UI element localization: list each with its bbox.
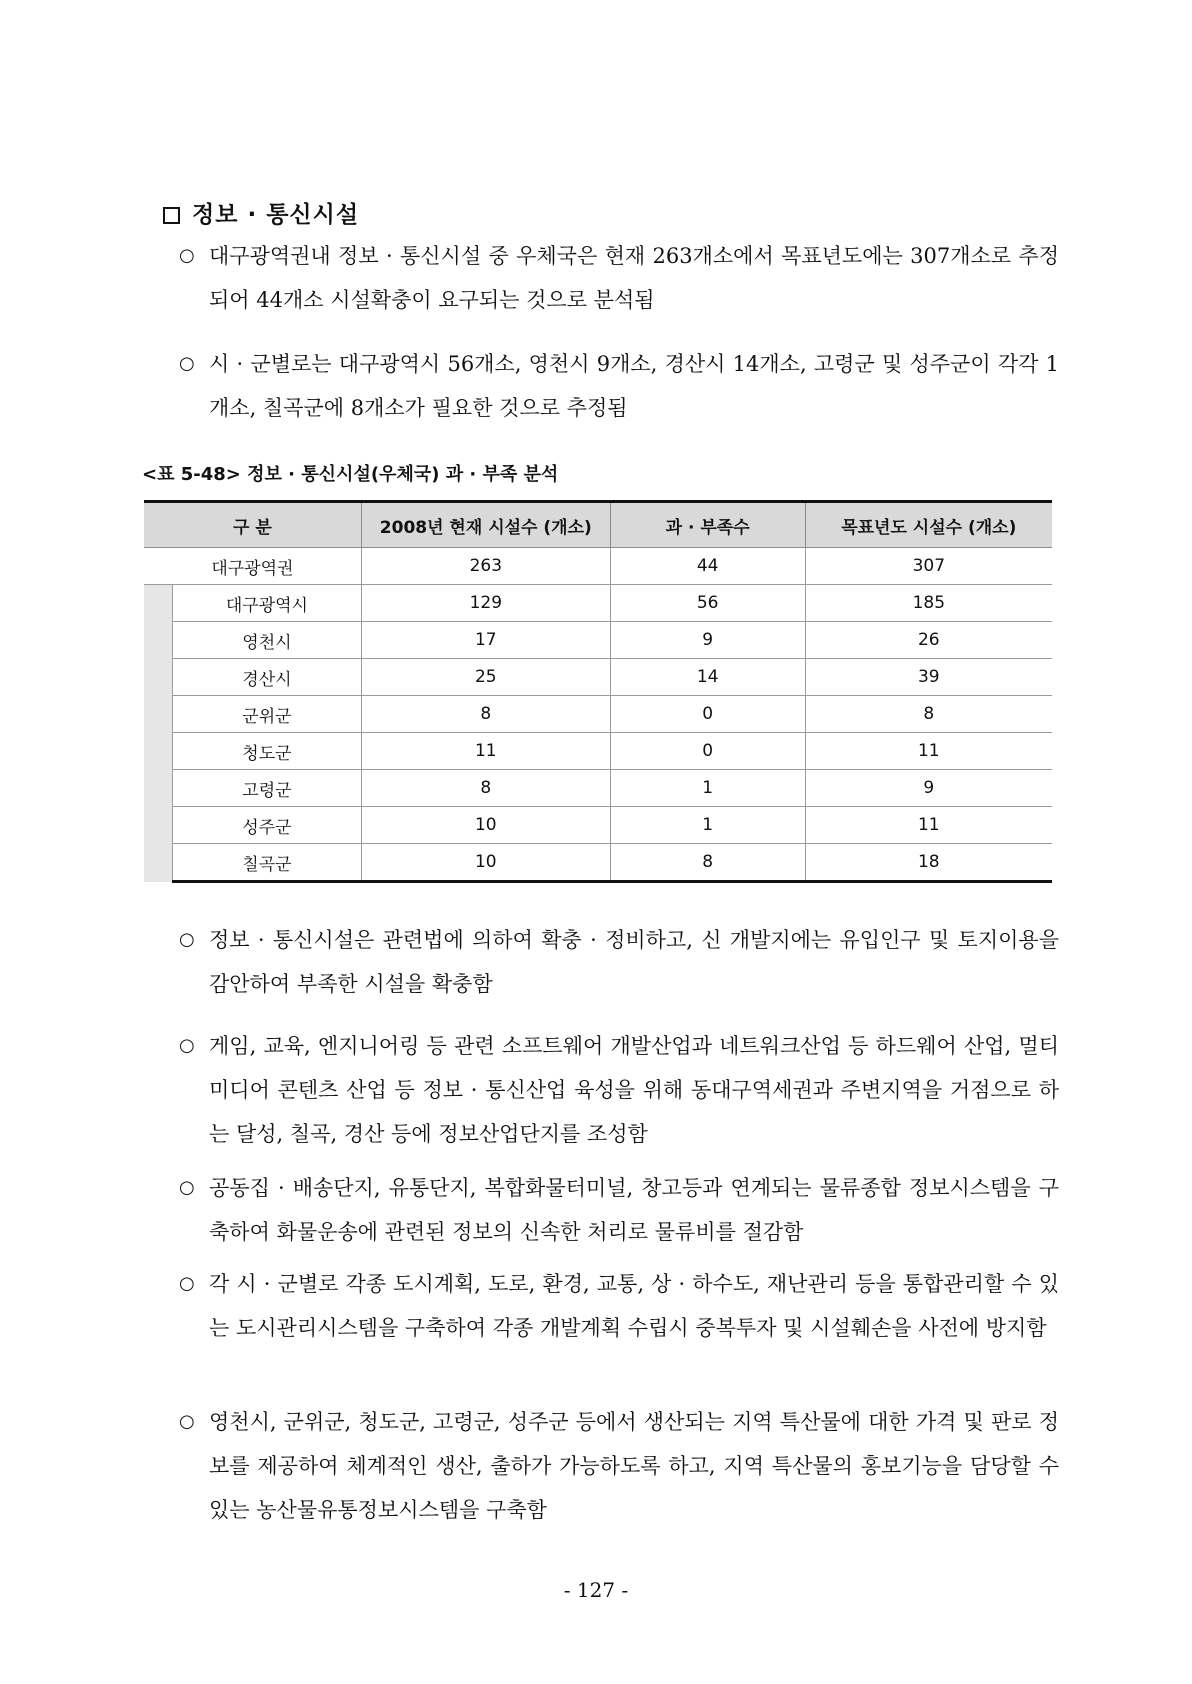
cell-current: 129 [361,585,610,622]
cell-target: 307 [805,548,1052,585]
cell-current: 25 [361,659,610,696]
cell-current: 8 [361,696,610,733]
cell-target: 185 [805,585,1052,622]
facility-table [144,500,1052,883]
detail-bullet-2 [179,1024,1059,1156]
cell-region: 고령군 [172,770,361,807]
detail-bullet-4 [179,1262,1059,1350]
cell-current: 10 [361,807,610,844]
table-row [144,622,1052,659]
cell-diff: 0 [610,733,805,770]
bullet-circle-icon: ○ [179,1035,195,1056]
cell-target: 18 [805,844,1052,882]
header-target-count: 목표년도 시설수 (개소) [805,502,1052,548]
cell-diff: 1 [610,807,805,844]
cell-target: 11 [805,733,1052,770]
intro-bullet-text: 시 · 군별로는 대구광역시 56개소, 영천시 9개소, 경산시 14개소, 고령군 및 성주군이 각각 1개소, 칠곡군에 8개소가 필요한 것으로 추정됨 [209,352,1059,420]
cell-region: 칠곡군 [172,844,361,882]
bullet-circle-icon: ○ [179,1273,195,1294]
table-row [144,770,1052,807]
table-row [144,733,1052,770]
cell-current: 17 [361,622,610,659]
cell-current: 11 [361,733,610,770]
detail-bullet-1 [179,918,1059,1006]
page-number: - 127 - [563,1578,629,1602]
cell-region: 경산시 [172,659,361,696]
cell-target: 26 [805,622,1052,659]
section-heading [163,196,359,229]
indent-spacer [144,585,172,882]
header-category: 구 분 [144,502,361,548]
intro-bullet-2 [179,342,1059,430]
detail-bullet-5 [179,1400,1059,1532]
cell-diff: 0 [610,696,805,733]
table-caption: <표 5-48> 정보 · 통신시설(우체국) 과 · 부족 분석 [142,464,559,485]
detail-bullet-text: 공동집 · 배송단지, 유통단지, 복합화물터미널, 창고등과 연계되는 물류종합 정보시스템을 구축하여 화물운송에 관련된 정보의 신속한 처리로 물류비를 절감함 [209,1176,1059,1244]
detail-bullet-text: 영천시, 군위군, 청도군, 고령군, 성주군 등에서 생산되는 지역 특산물에 대한 가격 및 판로 정보를 제공하여 체계적인 생산, 출하가 가능하도록 하고, 지역 특산물의 홍보기능을 담당할 수 있는 농산물유통정보시스템을 구축함 [209,1410,1059,1522]
cell-region: 성주군 [172,807,361,844]
bullet-circle-icon: ○ [179,353,195,374]
cell-target: 11 [805,807,1052,844]
cell-region: 군위군 [172,696,361,733]
table-header-row [144,502,1052,548]
detail-bullet-text: 게임, 교육, 엔지니어링 등 관련 소프트웨어 개발산업과 네트워크산업 등 하드웨어 산업, 멀티미디어 콘텐츠 산업 등 정보 · 통신산업 육성을 위해 동대구역세권과 주변지역을 거점으로 하는 달성, 칠곡, 경산 등에 정보산업단지를 조성함 [209,1034,1059,1146]
table-row [144,807,1052,844]
cell-region: 영천시 [172,622,361,659]
table-row-total [144,548,1052,585]
cell-diff: 1 [610,770,805,807]
cell-diff: 56 [610,585,805,622]
header-surplus-deficit: 과 · 부족수 [610,502,805,548]
cell-diff: 44 [610,548,805,585]
table-row [144,696,1052,733]
intro-bullet-text: 대구광역권내 정보 · 통신시설 중 우체국은 현재 263개소에서 목표년도에는 307개소로 추정되어 44개소 시설확충이 요구되는 것으로 분석됨 [209,244,1059,312]
table-row [144,585,1052,622]
cell-diff: 14 [610,659,805,696]
detail-bullet-text: 각 시 · 군별로 각종 도시계획, 도로, 환경, 교통, 상 · 하수도, 재난관리 등을 통합관리할 수 있는 도시관리시스템을 구축하여 각종 개발계획 수립시 중복투자 및 시설훼손을 사전에 방지함 [209,1272,1059,1340]
bullet-circle-icon: ○ [179,1411,195,1432]
cell-target: 9 [805,770,1052,807]
cell-region: 대구광역시 [172,585,361,622]
table-row [144,844,1052,882]
cell-region: 청도군 [172,733,361,770]
cell-diff: 9 [610,622,805,659]
bullet-circle-icon: ○ [179,245,195,266]
detail-bullet-3 [179,1166,1059,1254]
cell-target: 8 [805,696,1052,733]
intro-bullet-1 [179,234,1059,322]
cell-current: 263 [361,548,610,585]
bullet-circle-icon: ○ [179,1177,195,1198]
checkbox-square-icon [163,207,180,224]
cell-diff: 8 [610,844,805,882]
header-current-count: 2008년 현재 시설수 (개소) [361,502,610,548]
table-row [144,659,1052,696]
section-title-text: 정보 · 통신시설 [192,202,360,228]
detail-bullet-text: 정보 · 통신시설은 관련법에 의하여 확충 · 정비하고, 신 개발지에는 유입인구 및 토지이용을 감안하여 부족한 시설을 확충함 [209,928,1059,996]
cell-current: 10 [361,844,610,882]
bullet-circle-icon: ○ [179,929,195,950]
cell-region: 대구광역권 [144,548,361,585]
cell-target: 39 [805,659,1052,696]
cell-current: 8 [361,770,610,807]
